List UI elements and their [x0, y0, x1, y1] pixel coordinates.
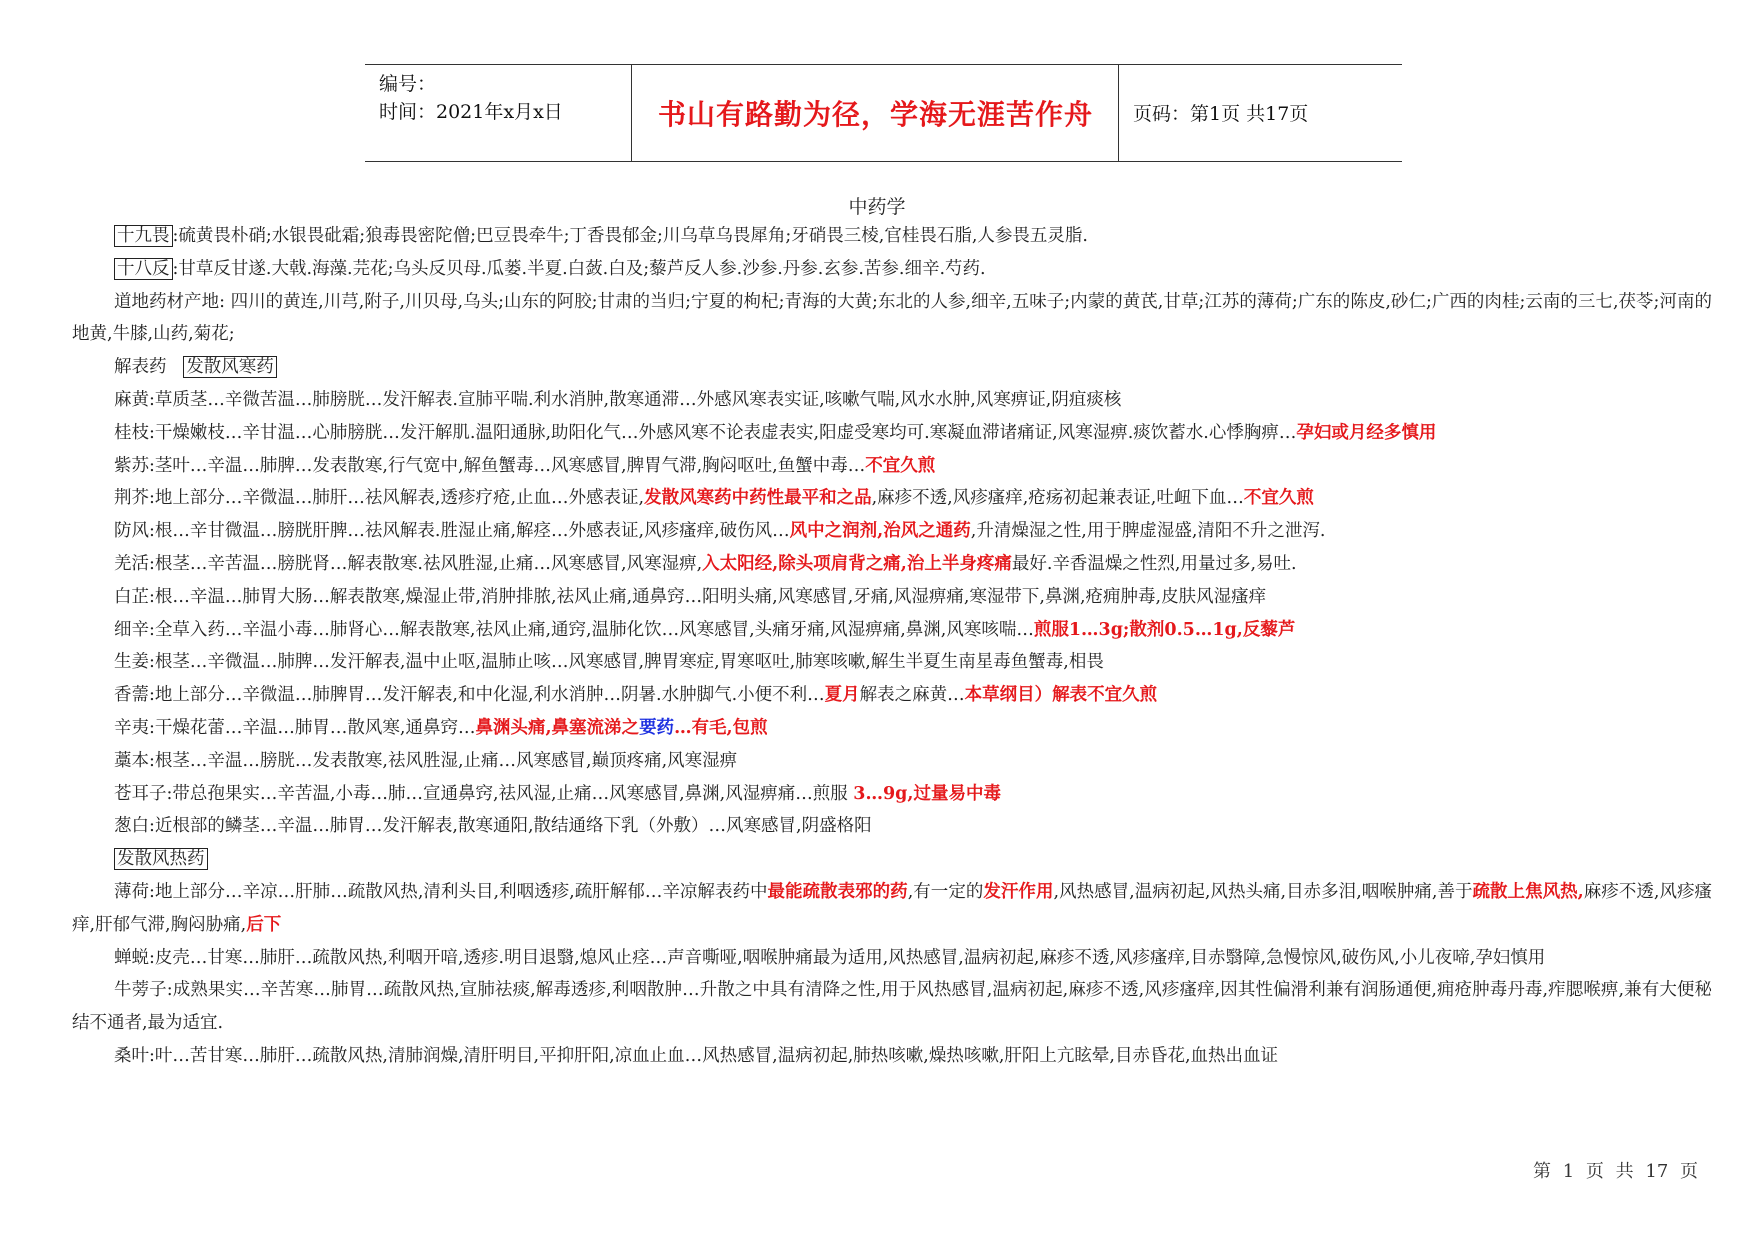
qianghuo-text-2: 最好.辛香温燥之性烈,用量过多,易吐.	[1011, 553, 1297, 574]
entry-jingjie	[72, 482, 1712, 515]
fengshan-box: 发散风寒药	[183, 356, 277, 378]
entry-niubangzi: 牛蒡子:成熟果实…辛苦寒…肺胃…疏散风热,宣肺祛痰,解毒透疹,利咽散肿…升散之中具有清降之性,用于风热感冒,温病初起,麻疹不透,风疹瘙痒,因其性偏滑利兼有润肠通便,痈疮肿毒丹毒,痄腮喉痹,兼有大便秘结不通者,最为适宜.	[72, 980, 1712, 1034]
entry-baizhi: 白芷:根…辛温…肺胃大肠…解表散寒,燥湿止带,消肿排脓,祛风止痛,通鼻窍…阳明头痛,风寒感冒,牙痛,风湿痹痛,寒湿带下,鼻渊,疮痈肿毒,皮肤风湿瘙痒	[114, 586, 1267, 607]
jingjie-text: 荆芥:地上部分…辛微温…肺肝…祛风解表,透疹疗疮,止血…外感表证,	[114, 488, 645, 509]
xixin-text: 细辛:全草入药…辛温小毒…肺肾心…解表散寒,祛风止痛,通窍,温肺化饮…风寒感冒,头痛牙痛,风湿痹痛,鼻渊,风寒咳喘…	[114, 619, 1034, 640]
bohe-text: 薄荷:地上部分…辛凉…肝肺…疏散风热,清利头目,利咽透疹,疏肝解郁…辛凉解表药中	[114, 881, 768, 902]
xinyi-highlight-1: 鼻渊头痛,鼻塞流涕之	[475, 717, 640, 738]
header-table	[365, 64, 1402, 162]
xiangru-highlight-2: 本草纲目）解表不宜久煎	[964, 685, 1158, 706]
document-title: 中药学	[848, 196, 906, 218]
xiangru-text: 香薷:地上部分…辛微温…肺脾胃…发汗解表,和中化湿,利水消肿…阴暑.水肿脚气.小便不利…	[114, 685, 825, 706]
bohe-text-3: ,风热感冒,温病初起,风热头痛,目赤多泪,咽喉肿痛,善于	[1053, 881, 1473, 902]
guizhi-text: 桂枝:干燥嫩枝…辛甘温…心肺膀胱…发汗解肌.温阳通脉,助阳化气…外感风寒不论表虚表实,阳虚受寒均可.寒凝血滞诸痛证,风寒湿痹.痰饮蓄水.心悸胸痹…	[114, 422, 1297, 443]
xinyi-text: 辛夷:干燥花蕾…辛温…肺胃…散风寒,通鼻窍…	[114, 717, 476, 738]
zisu-highlight: 不宜久煎	[865, 455, 936, 476]
entry-fangfeng	[72, 515, 1712, 548]
header-divider-left	[631, 65, 632, 161]
fangfeng-highlight: 风中之润剂,治风之通药	[789, 521, 971, 542]
paragraph-jiebiao	[72, 351, 1712, 384]
page-footer: 第 1 页 共 17 页	[1533, 1161, 1698, 1182]
bohe-text-2: ,有一定的	[907, 881, 984, 902]
bohe-highlight-4: 后下	[246, 914, 282, 935]
bohe-highlight-2: 发汗作用	[983, 881, 1054, 902]
entry-shengjiang: 生姜:根茎…辛微温…肺脾…发汗解表,温中止呕,温肺止咳…风寒感冒,脾胃寒症,胃寒呕吐,肺寒咳嗽,解生半夏生南星毒鱼蟹毒,相畏	[114, 652, 1104, 673]
entry-sangye: 桑叶:叶…苦甘寒…肺肝…疏散风热,清肺润燥,清肝明目,平抑肝阳,凉血止血…风热感冒,温病初起,肺热咳嗽,燥热咳嗽,肝阳上亢眩晕,目赤昏花,血热出血证	[114, 1045, 1279, 1066]
shijiuwei-box: 十九畏	[114, 225, 173, 247]
number-label: 编号：	[379, 73, 437, 95]
qianghuo-highlight: 入太阳经,除头项肩背之痛,治上半身疼痛	[702, 553, 1012, 574]
jingjie-highlight-2: 不宜久煎	[1243, 488, 1314, 509]
cangerzi-text: 苍耳子:带总孢果实…辛苦温,小毒…肺…宣通鼻窍,祛风湿,止痛…风寒感冒,鼻渊,风湿痹痛…煎服	[114, 783, 848, 804]
jingjie-highlight-1: 发散风寒药中药性最平和之品	[644, 488, 872, 509]
xinyi-highlight-2: …有毛,包煎	[674, 717, 768, 738]
shibafan-text: :甘草反甘遂.大戟.海藻.芫花;乌头反贝母.瓜蒌.半夏.白蔹.白及;藜芦反人参.沙参.丹参.玄参.苦参.细辛.芍药.	[172, 258, 986, 279]
entry-xixin	[72, 614, 1712, 647]
jiebiao-label: 解表药	[114, 357, 167, 378]
entry-congbai: 葱白:近根部的鳞茎…辛温…肺胃…发汗解表,散寒通阳,散结通络下乳（外敷）…风寒感冒,阴盛格阳	[114, 816, 872, 837]
entry-bohe	[72, 876, 1712, 942]
bohe-highlight-1: 最能疏散表邪的药	[767, 881, 908, 902]
header-meta	[379, 70, 629, 126]
paragraph-daodi: 道地药材产地: 四川的黄连,川芎,附子,川贝母,乌头;山东的阿胶;甘肃的当归;宁夏的枸杞;青海的大黄;东北的人参,细辛,五味子;内蒙的黄芪,甘草;江苏的薄荷;广东的陈皮,砂仁;广西的肉桂;云南的三七,茯苓;河南的地黄,牛膝,山药,菊花;	[72, 291, 1712, 345]
paragraph-fengre	[72, 843, 1712, 876]
header-motto: 书山有路勤为径，学海无涯苦作舟	[657, 98, 1093, 131]
shijiuwei-text: :硫黄畏朴硝;水银畏砒霜;狼毒畏密陀僧;巴豆畏牵牛;丁香畏郁金;川乌草乌畏犀角;牙硝畏三棱,官桂畏石脂,人参畏五灵脂.	[172, 226, 1088, 246]
header-page-info: 页码：第1页 共17页	[1133, 103, 1309, 125]
qianghuo-text: 羌活:根茎…辛苦温…膀胱肾…解表散寒.祛风胜湿,止痛…风寒感冒,风寒湿痹,	[114, 553, 703, 574]
document-body	[72, 220, 1712, 1073]
cangerzi-highlight: 3…9g,过量易中毒	[853, 783, 1001, 804]
entry-xinyi	[72, 712, 1712, 745]
entry-xiangru	[72, 679, 1712, 712]
xixin-highlight: 煎服1…3g;散剂0.5…1g,反藜芦	[1033, 619, 1296, 640]
header-divider-right	[1118, 65, 1119, 161]
fangfeng-text: 防风:根…辛甘微温…膀胱肝脾…祛风解表.胜湿止痛,解痉…外感表证,风疹瘙痒,破伤风…	[114, 521, 790, 542]
fengre-box: 发散风热药	[114, 848, 208, 870]
paragraph-shibafan	[72, 253, 1712, 286]
entry-cangerzi	[72, 778, 1712, 811]
guizhi-highlight: 孕妇或月经多慎用	[1296, 422, 1437, 443]
xinyi-highlight-blue: 要药	[639, 717, 675, 738]
xiangru-highlight-1: 夏月	[824, 685, 860, 706]
bohe-highlight-3: 疏散上焦风热,	[1472, 881, 1584, 902]
fangfeng-text-2: ,升清燥湿之性,用于脾虚湿盛,清阳不升之泄泻.	[970, 521, 1326, 542]
entry-guizhi	[72, 417, 1712, 450]
entry-chantui: 蝉蜕:皮壳…甘寒…肺肝…疏散风热,利咽开喑,透疹.明目退翳,熄风止痉…声音嘶哑,咽喉肿痛最为适用,风热感冒,温病初起,麻疹不透,风疹瘙痒,目赤翳障,急慢惊风,破伤风,小儿夜啼,孕妇慎用	[114, 947, 1546, 968]
paragraph-shijiuwei	[72, 220, 1712, 253]
entry-gaoben: 藁本:根茎…辛温…膀胱…发表散寒,祛风胜湿,止痛…风寒感冒,巅顶疼痛,风寒湿痹	[114, 750, 738, 771]
entry-qianghuo	[72, 548, 1712, 581]
shibafan-box: 十八反	[114, 258, 173, 280]
bohe-text-4: 麻疹不透,风疹瘙痒,肝郁气滞,胸闷胁痛,	[72, 881, 1713, 935]
date-label: 时间：2021年x月x日	[379, 101, 563, 123]
jingjie-text-2: ,麻疹不透,风疹瘙痒,疮疡初起兼表证,吐衄下血…	[871, 488, 1244, 509]
entry-mahuang: 麻黄:草质茎…辛微苦温…肺膀胱…发汗解表.宣肺平喘.利水消肿,散寒通滞…外感风寒表实证,咳嗽气喘,风水水肿,风寒痹证,阴疽痰核	[114, 389, 1122, 410]
entry-zisu	[72, 450, 1712, 483]
zisu-text: 紫苏:茎叶…辛温…肺脾…发表散寒,行气宽中,解鱼蟹毒…风寒感冒,脾胃气滞,胸闷呕吐,鱼蟹中毒…	[114, 455, 866, 476]
xiangru-text-2: 解表之麻黄…	[859, 685, 965, 706]
